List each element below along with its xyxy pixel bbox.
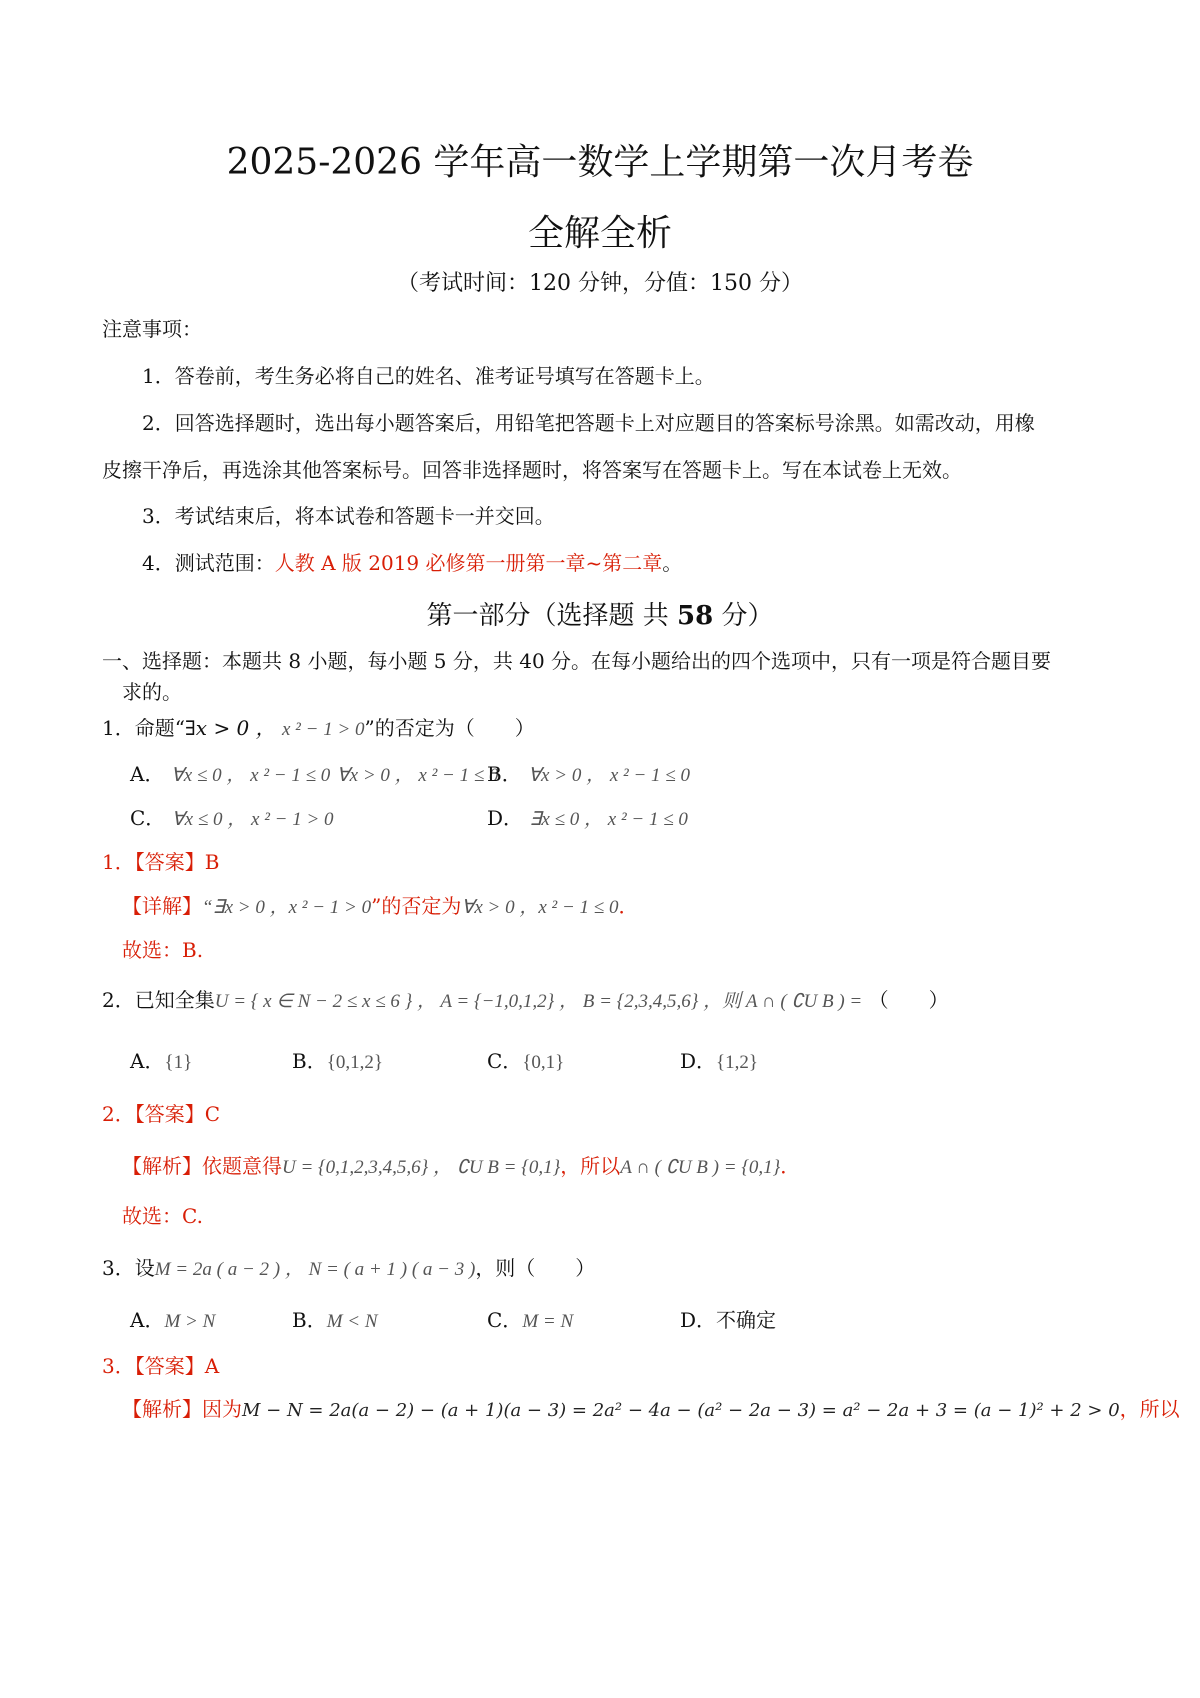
exam-info: （考试时间：120 分钟，分值：150 分） — [397, 271, 803, 296]
q1-answer: 1．【答案】B — [102, 850, 220, 874]
q1-option-a-label: A． — [130, 762, 165, 786]
q1-stem-math2: x ² − 1 > 0 — [282, 719, 365, 740]
q3-option-a-label: A． — [130, 1308, 165, 1332]
q2-choice: 故选：C. — [122, 1204, 203, 1228]
q1-option-b-math: ∀x > 0 ， x ² − 1 ≤ 0 — [528, 765, 690, 786]
q2-stem — [102, 984, 949, 1013]
q3-option-b-math: M < N — [326, 1311, 378, 1332]
q2-answer: 2．【答案】C — [102, 1102, 221, 1126]
q2-option-b-label: B． — [292, 1049, 327, 1073]
note-item-4-prefix: 4．测试范围： — [142, 551, 275, 575]
note-item-4-scope: 人教 A 版 2019 必修第一册第一章~第二章 — [274, 551, 663, 575]
q3-answer: 3．【答案】A — [102, 1354, 220, 1378]
q3-detail — [122, 1393, 1180, 1422]
q1-option-d-math: ∃x ≤ 0 ， x ² − 1 ≤ 0 — [529, 809, 688, 830]
q1-stem-math1: ∃x > 0 ， — [184, 716, 276, 740]
q1-option-b — [487, 758, 690, 787]
q3-option-b — [292, 1304, 378, 1333]
q2-detail-end: ． — [780, 1154, 801, 1178]
q3-stem-math: M = 2a ( a − 2 ) ， N = ( a + 1 ) ( a − 3 ) — [154, 1259, 476, 1280]
q3-option-a-math: M > N — [164, 1311, 216, 1332]
q1-number: 1．命题“ — [102, 716, 185, 740]
note-item-4 — [142, 547, 682, 576]
q2-option-d — [680, 1045, 758, 1074]
q1-detail-math1: “∃x > 0 ，x ² − 1 > 0 — [202, 897, 372, 918]
q3-detail-end: ，所以 — [1119, 1397, 1180, 1421]
q2-option-a-math: {1} — [164, 1052, 193, 1073]
part1-heading-pre: 第一部分（选择题 共 — [426, 601, 678, 631]
note-item-2-line2: 皮擦干净后，再选涂其他答案标号。回答非选择题时，将答案写在答题卡上。写在本试卷上无效。 — [102, 458, 962, 482]
q1-option-b-label: B． — [487, 762, 522, 786]
note-item-4-suffix: 。 — [662, 551, 683, 575]
note-item-2-line1: 2．回答选择题时，选出每小题答案后，用铅笔把答题卡上对应题目的答案标号涂黑。如需改动，用橡 — [142, 411, 1035, 435]
q2-option-d-math: {1,2} — [716, 1052, 759, 1073]
q1-detail — [122, 890, 638, 919]
q3-stem-end: ，则（ ） — [475, 1256, 596, 1280]
q3-option-b-label: B． — [292, 1308, 327, 1332]
q2-option-a — [130, 1045, 192, 1074]
q2-detail — [122, 1150, 800, 1179]
q2-option-d-label: D． — [680, 1049, 717, 1073]
q3-option-c — [487, 1304, 573, 1333]
q2-stem-math: U = { x ∈ N − 2 ≤ x ≤ 6 } ， A = {−1,0,1,2} ， B = {2,3,4,5,6} ，则 A ∩ ( ∁U B ) = — [214, 991, 863, 1012]
q2-option-c-math: {0,1} — [522, 1052, 565, 1073]
notes-heading: 注意事项： — [102, 317, 202, 341]
q1-detail-text: ”的否定为 — [371, 894, 462, 918]
section-1-line2: 求的。 — [122, 680, 182, 704]
q1-option-a-math-2: ∀x > 0 ， x ² − 1 ≤ 0 — [336, 765, 499, 786]
q1-option-c-math: ∀x ≤ 0 ， x ² − 1 > 0 — [171, 809, 334, 830]
q2-option-b-math: {0,1,2} — [326, 1052, 383, 1073]
q1-detail-end: ． — [618, 894, 639, 918]
q2-detail-math1: U = {0,1,2,3,4,5,6} ， ∁U B = {0,1} — [282, 1157, 561, 1178]
q3-detail-label: 【解析】因为 — [122, 1397, 242, 1421]
page-title: 2025-2026 学年高一数学上学期第一次月考卷 — [226, 142, 974, 183]
q3-option-a — [130, 1304, 215, 1333]
q3-option-d-text: 不确定 — [716, 1308, 777, 1332]
q3-detail-math: M − N = 2a(a − 2) − (a + 1)(a − 3) = 2a² − 4a − (a² − 2a − 3) = a² − 2a + 3 = (a − 1)² + 2 > 0 — [242, 1400, 1120, 1421]
q3-option-d — [680, 1304, 776, 1333]
q1-option-d-label: D． — [487, 806, 524, 830]
q1-option-c-label: C． — [130, 806, 166, 830]
q1-choice: 故选：B. — [122, 938, 204, 962]
q2-option-c — [487, 1045, 564, 1074]
q2-stem-end: （ ） — [868, 988, 949, 1012]
part1-heading-post: 分） — [713, 601, 774, 631]
section-1-line1: 一、选择题：本题共 8 小题，每小题 5 分，共 40 分。在每小题给出的四个选项中，只有一项是符合题目要 — [102, 649, 1052, 673]
q2-stem-pre: 2．已知全集 — [102, 988, 215, 1012]
note-item-3: 3．考试结束后，将本试卷和答题卡一并交回。 — [142, 504, 555, 528]
q1-option-c — [130, 802, 334, 831]
q3-option-c-label: C． — [487, 1308, 523, 1332]
q2-detail-math2: A ∩ ( ∁U B ) = {0,1} — [620, 1157, 781, 1178]
q3-stem-pre: 3．设 — [102, 1256, 155, 1280]
q1-option-a-math: ∀x ≤ 0 ， x ² − 1 ≤ 0 — [170, 765, 331, 786]
q1-stem-end: ”的否定为（ ） — [364, 716, 535, 740]
q2-option-b — [292, 1045, 383, 1074]
part1-heading-num: 58 — [677, 601, 714, 631]
q2-option-a-label: A． — [130, 1049, 165, 1073]
q1-stem — [102, 712, 535, 741]
part1-heading — [0, 595, 1200, 632]
q2-option-c-label: C． — [487, 1049, 523, 1073]
q2-detail-text: ，所以 — [560, 1154, 621, 1178]
q2-detail-label: 【解析】依题意得 — [122, 1154, 282, 1178]
note-item-1: 1．答卷前，考生务必将自己的姓名、准考证号填写在答题卡上。 — [142, 364, 715, 388]
q1-option-d — [487, 802, 688, 831]
q3-option-c-math: M = N — [522, 1311, 574, 1332]
q3-option-d-label: D． — [680, 1308, 717, 1332]
q3-stem — [102, 1252, 595, 1281]
q1-detail-label: 【详解】 — [122, 894, 202, 918]
page-subtitle: 全解全析 — [527, 213, 672, 254]
q1-detail-math2: ∀x > 0 ，x ² − 1 ≤ 0 — [461, 897, 619, 918]
q1-option-a — [130, 758, 499, 787]
